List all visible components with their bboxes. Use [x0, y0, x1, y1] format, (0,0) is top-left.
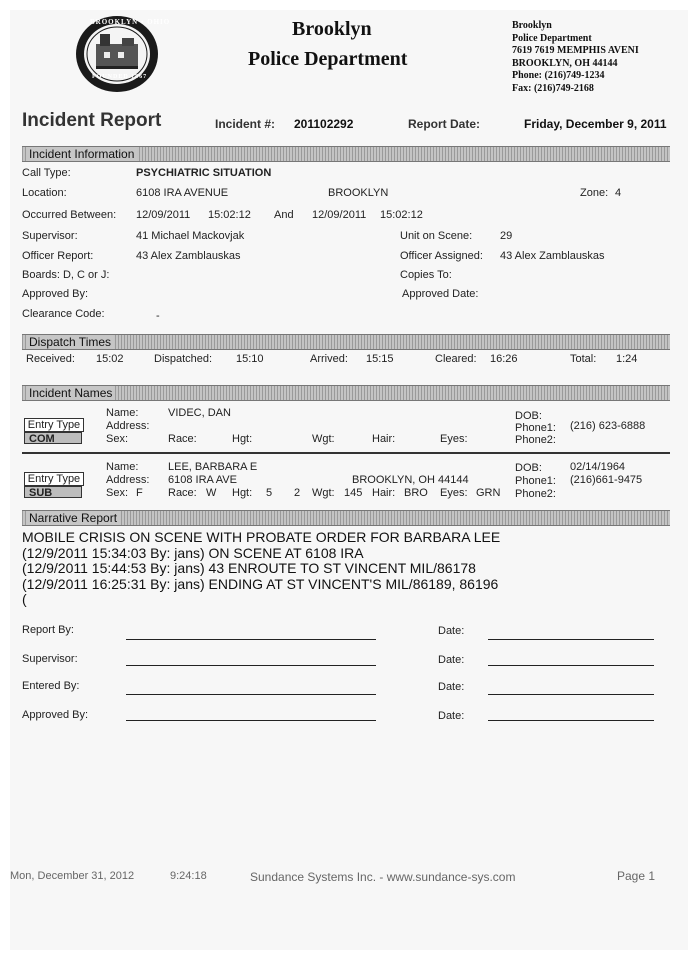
arrived-label: Arrived: — [310, 353, 348, 365]
person-hgt-label: Hgt: — [232, 433, 253, 445]
occurred-end-date: 12/09/2011 — [312, 209, 367, 221]
footer-page-number: Page 1 — [617, 869, 656, 883]
officer-report-label: Officer Report: — [22, 250, 94, 262]
seal-top-text: BROOKLYN • OHIO — [90, 18, 171, 26]
footer-vendor: Sundance Systems Inc. - www.sundance-sys.com — [250, 870, 516, 884]
supervisor-sign-label: Supervisor: — [22, 653, 78, 665]
person-name-label: Name: — [106, 407, 139, 419]
report-date-label: Report Date: — [408, 117, 481, 131]
person-hgt-label: Hgt: — [232, 487, 253, 499]
person-race: W — [206, 487, 217, 499]
person-eyes: GRN — [476, 487, 501, 499]
incident-number-label: Incident #: — [215, 117, 276, 131]
section-incident-information: Incident Information — [22, 146, 670, 162]
officer-assigned-value: 43 Alex Zamblauskas — [500, 250, 605, 262]
call-type-label: Call Type: — [22, 167, 71, 179]
boards-label: Boards: D, C or J: — [22, 269, 110, 281]
person-phone1-label: Phone1: — [515, 422, 556, 434]
seal-bottom-text: FOUNDED 1867 — [92, 74, 148, 80]
person-phone2-label: Phone2: — [515, 434, 556, 446]
received-time: 15:02 — [96, 353, 124, 365]
approved-by-label: Approved By: — [22, 288, 89, 300]
department-title-city: Brooklyn — [292, 18, 372, 40]
incident-number: 201102292 — [294, 117, 354, 131]
arrived-time: 15:15 — [366, 353, 394, 365]
person-eyes-label: Eyes: — [440, 433, 468, 445]
entered-by-label: Entered By: — [22, 680, 80, 692]
person-eyes-label: Eyes: — [440, 487, 468, 499]
city-seal-icon — [74, 14, 160, 94]
narrative-line: (12/9/2011 15:44:53 By: jans) 43 ENROUTE TO ST VINCENT MIL/86178 — [22, 560, 476, 576]
person-race-label: Race: — [168, 433, 197, 445]
unit-on-scene-label: Unit on Scene: — [400, 230, 473, 242]
narrative-line: MOBILE CRISIS ON SCENE WITH PROBATE ORDER FOR BARBARA LEE — [22, 529, 501, 545]
person-wgt-label: Wgt: — [312, 433, 335, 445]
total-time: 1:24 — [616, 353, 638, 365]
clearance-code-value: - — [156, 310, 160, 322]
officer-report-value: 43 Alex Zamblauskas — [136, 250, 241, 262]
person-address: 6108 IRA AVE — [168, 474, 237, 486]
footer-printed-time: 9:24:18 — [170, 870, 207, 882]
person-address-label: Address: — [106, 474, 150, 486]
entry-type-code: COM — [24, 432, 82, 444]
person-hgt-in: 2 — [294, 487, 301, 499]
record-divider — [22, 452, 670, 454]
supervisor-sign-line — [126, 665, 376, 666]
person-hair-label: Hair: — [372, 487, 396, 499]
received-label: Received: — [26, 353, 75, 365]
occurred-end-time: 15:02:12 — [380, 209, 423, 221]
person-sex-label: Sex: — [106, 433, 129, 445]
report-page — [10, 10, 688, 950]
narrative-line: (12/9/2011 15:34:03 By: jans) ON SCENE AT 6108 IRA — [22, 544, 364, 561]
unit-on-scene-value: 29 — [500, 230, 513, 242]
cleared-label: Cleared: — [435, 353, 477, 365]
supervisor-label: Supervisor: — [22, 230, 78, 242]
approved-by-date-label: Date: — [438, 710, 465, 722]
location-label: Location: — [22, 187, 67, 199]
supervisor-date-line — [488, 665, 654, 666]
report-by-label: Report By: — [22, 624, 74, 636]
person-phone1: (216)661-9475 — [570, 474, 643, 486]
person-name: LEE, BARBARA E — [168, 461, 258, 473]
entered-by-line — [126, 694, 376, 695]
occurred-start-date: 12/09/2011 — [136, 209, 191, 221]
officer-assigned-label: Officer Assigned: — [400, 250, 483, 262]
entered-by-date-line — [488, 694, 654, 695]
person-wgt-label: Wgt: — [312, 487, 335, 499]
person-city: BROOKLYN, OH 44144 — [352, 474, 469, 486]
footer-printed-date: Mon, December 31, 2012 — [10, 870, 135, 882]
approved-date-label: Approved Date: — [402, 288, 479, 300]
supervisor-date-label: Date: — [438, 654, 465, 666]
report-by-line — [126, 639, 376, 640]
section-incident-names: Incident Names — [22, 385, 670, 401]
report-by-date-label: Date: — [438, 625, 465, 637]
occurred-and-label: And — [274, 209, 294, 221]
narrative-line: (12/9/2011 16:25:31 By: jans) ENDING AT ST VINCENT'S MIL/86189, 86196 — [22, 575, 499, 592]
zone-label: Zone: — [580, 187, 609, 199]
report-date: Friday, December 9, 2011 — [524, 117, 667, 131]
person-race-label: Race: — [168, 487, 197, 499]
person-hair-label: Hair: — [372, 433, 396, 445]
entry-type-box: Entry Type — [24, 472, 84, 486]
supervisor-value: 41 Michael Mackovjak — [136, 230, 245, 242]
clearance-code-label: Clearance Code: — [22, 308, 105, 320]
occurred-label: Occurred Between: — [22, 209, 117, 221]
section-dispatch-times: Dispatch Times — [22, 334, 670, 350]
person-dob-label: DOB: — [515, 462, 542, 474]
person-hair: BRO — [404, 487, 428, 499]
entered-by-date-label: Date: — [438, 681, 465, 693]
narrative-line: ( — [22, 591, 27, 607]
approved-by-sign-label: Approved By: — [22, 709, 89, 721]
call-type-value: PSYCHIATRIC SITUATION — [136, 167, 272, 179]
person-wgt: 145 — [344, 487, 363, 499]
copies-to-label: Copies To: — [400, 269, 452, 281]
total-label: Total: — [570, 353, 597, 365]
person-hgt-ft: 5 — [266, 487, 273, 499]
department-title-name: Police Department — [248, 48, 408, 70]
location-value: 6108 IRA AVENUE — [136, 187, 229, 199]
entry-type-code: SUB — [24, 486, 82, 498]
dispatched-time: 15:10 — [236, 353, 264, 365]
person-dob: 02/14/1964 — [570, 461, 626, 473]
person-phone2-label: Phone2: — [515, 488, 556, 500]
person-name: VIDEC, DAN — [168, 407, 231, 419]
approved-by-sign-line — [126, 720, 376, 721]
zone-value: 4 — [615, 187, 622, 199]
entry-type-box: Entry Type — [24, 418, 84, 432]
person-sex: F — [136, 487, 143, 499]
occurred-start-time: 15:02:12 — [208, 209, 251, 221]
person-phone1-label: Phone1: — [515, 475, 556, 487]
person-dob-label: DOB: — [515, 410, 542, 422]
department-address: Brooklyn Police Department 7619 7619 MEMPHIS AVENI BROOKLYN, OH 44144 Phone: (216)749-1234 Fax: (216)749-2168 — [512, 20, 639, 94]
report-heading: Incident Report — [22, 110, 162, 131]
cleared-time: 16:26 — [490, 353, 518, 365]
person-address-label: Address: — [106, 420, 150, 432]
person-phone1: (216) 623-6888 — [570, 420, 646, 432]
approved-by-date-line — [488, 720, 654, 721]
person-name-label: Name: — [106, 461, 139, 473]
person-sex-label: Sex: — [106, 487, 129, 499]
report-by-date-line — [488, 639, 654, 640]
location-city: BROOKLYN — [328, 187, 389, 199]
dispatched-label: Dispatched: — [154, 353, 213, 365]
section-narrative-report: Narrative Report — [22, 510, 670, 526]
narrative-text — [22, 530, 500, 608]
